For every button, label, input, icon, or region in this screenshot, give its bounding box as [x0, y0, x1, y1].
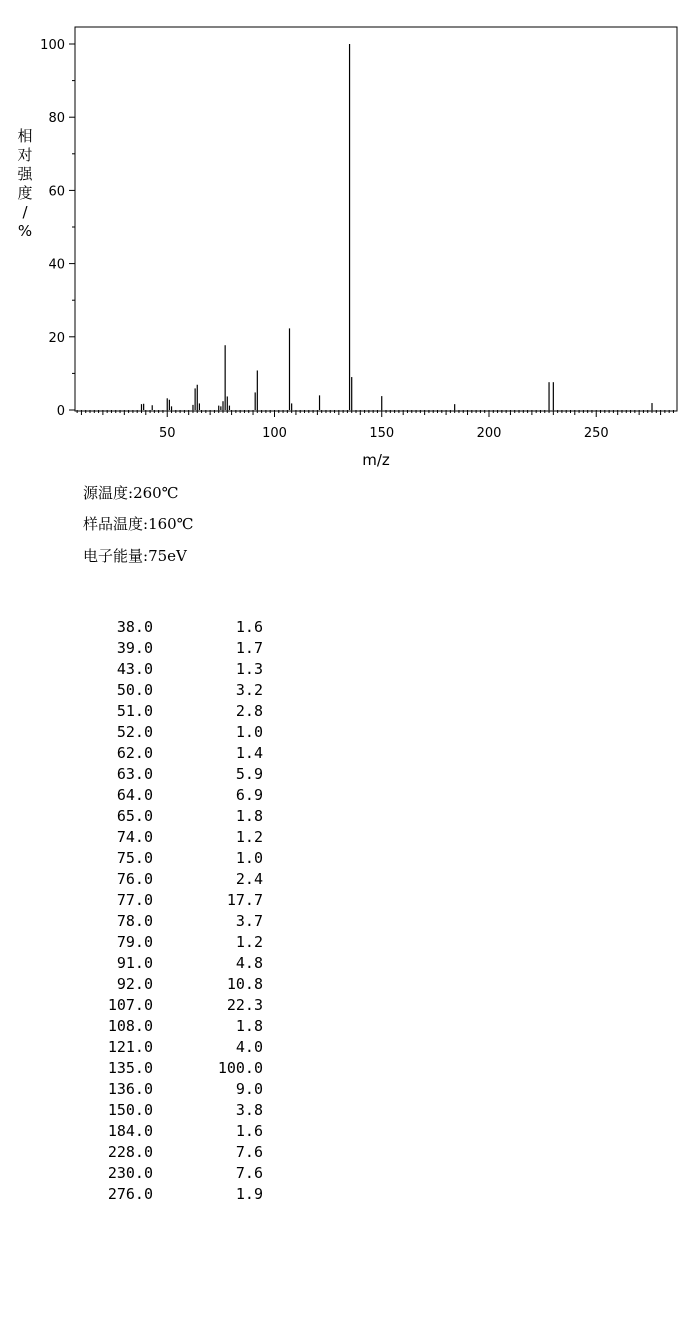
- mz-value: 150.0: [107, 1101, 153, 1119]
- y-axis-label-char: 强: [17, 165, 33, 183]
- electron-energy-label: 电子能量:: [83, 547, 149, 565]
- table-row: [90, 953, 290, 974]
- mz-value: 43.0: [116, 660, 153, 678]
- x-axis: [77, 410, 673, 441]
- intensity-value: 6.9: [235, 786, 263, 804]
- x-tick-label: 150: [369, 426, 395, 441]
- mz-value: 51.0: [116, 702, 153, 720]
- mz-value: 276.0: [107, 1185, 153, 1203]
- table-row: [90, 1058, 290, 1079]
- mz-value: 91.0: [116, 954, 153, 972]
- mz-value: 63.0: [116, 765, 153, 783]
- table-row: [90, 806, 290, 827]
- intensity-value: 22.3: [226, 996, 263, 1014]
- table-row: [90, 1184, 290, 1205]
- table-row: [90, 722, 290, 743]
- y-axis-label-char: 度: [17, 184, 33, 202]
- table-row: [90, 1100, 290, 1121]
- sample-temperature-label: 样品温度:: [83, 515, 149, 533]
- intensity-value: 1.0: [235, 849, 263, 867]
- intensity-value: 1.9: [235, 1185, 263, 1203]
- intensity-value: 1.4: [235, 744, 263, 762]
- intensity-value: 1.3: [235, 660, 263, 678]
- peak-table: [90, 617, 290, 1205]
- mass-spectrum-chart: [0, 0, 687, 480]
- table-row: [90, 995, 290, 1016]
- x-tick-label: 250: [583, 426, 609, 441]
- y-tick-label: 40: [48, 257, 65, 273]
- intensity-value: 2.8: [235, 702, 263, 720]
- sample-temperature: [83, 515, 193, 533]
- mz-value: 75.0: [116, 849, 153, 867]
- table-row: [90, 911, 290, 932]
- table-row: [90, 785, 290, 806]
- y-tick-label: 20: [48, 330, 65, 346]
- intensity-value: 9.0: [235, 1080, 263, 1098]
- intensity-value: 1.2: [235, 828, 263, 846]
- mz-value: 64.0: [116, 786, 153, 804]
- plot-frame: [75, 27, 677, 411]
- intensity-value: 4.8: [235, 954, 263, 972]
- table-row: [90, 827, 290, 848]
- intensity-value: 3.7: [235, 912, 263, 930]
- electron-energy: [83, 547, 187, 565]
- source-temperature: [83, 484, 178, 502]
- source-temperature-label: 源温度:: [83, 484, 134, 502]
- table-row: [90, 1016, 290, 1037]
- sample-temperature-value: 160℃: [148, 515, 194, 533]
- intensity-value: 3.2: [235, 681, 263, 699]
- intensity-value: 1.7: [235, 639, 263, 657]
- table-row: [90, 617, 290, 638]
- mz-value: 39.0: [116, 639, 153, 657]
- mz-value: 121.0: [107, 1038, 153, 1056]
- table-row: [90, 659, 290, 680]
- intensity-value: 1.0: [235, 723, 263, 741]
- table-row: [90, 869, 290, 890]
- mz-value: 135.0: [107, 1059, 153, 1077]
- table-row: [90, 680, 290, 701]
- intensity-value: 5.9: [235, 765, 263, 783]
- y-tick-label: 80: [48, 111, 65, 127]
- table-row: [90, 638, 290, 659]
- table-row: [90, 743, 290, 764]
- x-tick-label: 50: [158, 426, 176, 441]
- y-tick-label: 100: [40, 38, 65, 53]
- y-tick-label: 0: [56, 404, 65, 419]
- intensity-value: 1.6: [235, 618, 263, 636]
- mz-value: 184.0: [107, 1122, 153, 1140]
- table-row: [90, 1163, 290, 1184]
- y-axis-label-char: %: [17, 222, 33, 240]
- intensity-value: 17.7: [226, 891, 263, 909]
- mz-value: 79.0: [116, 933, 153, 951]
- mz-value: 50.0: [116, 681, 153, 699]
- table-row: [90, 1142, 290, 1163]
- table-row: [90, 764, 290, 785]
- x-tick-label: 200: [476, 426, 502, 441]
- table-row: [90, 974, 290, 995]
- mz-value: 228.0: [107, 1143, 153, 1161]
- table-row: [90, 932, 290, 953]
- table-row: [90, 1079, 290, 1100]
- table-row: [90, 848, 290, 869]
- source-temperature-value: 260℃: [133, 484, 179, 502]
- mz-value: 107.0: [107, 996, 153, 1014]
- intensity-value: 1.2: [235, 933, 263, 951]
- mz-value: 76.0: [116, 870, 153, 888]
- mz-value: 108.0: [107, 1017, 153, 1035]
- table-row: [90, 1037, 290, 1058]
- intensity-value: 7.6: [235, 1164, 263, 1182]
- x-tick-label: 100: [262, 426, 287, 441]
- intensity-value: 3.8: [235, 1101, 263, 1119]
- intensity-value: 1.6: [235, 1122, 263, 1140]
- y-axis-label-char: 对: [17, 146, 33, 164]
- mz-value: 74.0: [116, 828, 153, 846]
- mz-value: 65.0: [116, 807, 153, 825]
- mz-value: 62.0: [116, 744, 153, 762]
- intensity-value: 2.4: [235, 870, 263, 888]
- mz-value: 230.0: [107, 1164, 153, 1182]
- mz-value: 78.0: [116, 912, 153, 930]
- intensity-value: 1.8: [235, 1017, 263, 1035]
- mz-value: 92.0: [116, 975, 153, 993]
- y-tick-label: 60: [48, 184, 65, 200]
- x-axis-label: m/z: [362, 451, 390, 469]
- mz-value: 77.0: [116, 891, 153, 909]
- table-row: [90, 701, 290, 722]
- table-row: [90, 1121, 290, 1142]
- intensity-value: 4.0: [235, 1038, 263, 1056]
- intensity-value: 1.8: [235, 807, 263, 825]
- intensity-value: 100.0: [217, 1059, 263, 1077]
- mz-value: 52.0: [116, 723, 153, 741]
- mz-value: 38.0: [116, 618, 153, 636]
- table-row: [90, 890, 290, 911]
- y-axis: [40, 38, 75, 419]
- y-axis-label-char: /: [22, 203, 28, 221]
- mz-value: 136.0: [107, 1080, 153, 1098]
- electron-energy-value: 75eV: [148, 547, 187, 565]
- y-axis-label-char: 相: [17, 127, 33, 145]
- intensity-value: 7.6: [235, 1143, 263, 1161]
- y-axis-label: [17, 127, 33, 240]
- spectrum-peaks: [141, 44, 652, 410]
- intensity-value: 10.8: [226, 975, 263, 993]
